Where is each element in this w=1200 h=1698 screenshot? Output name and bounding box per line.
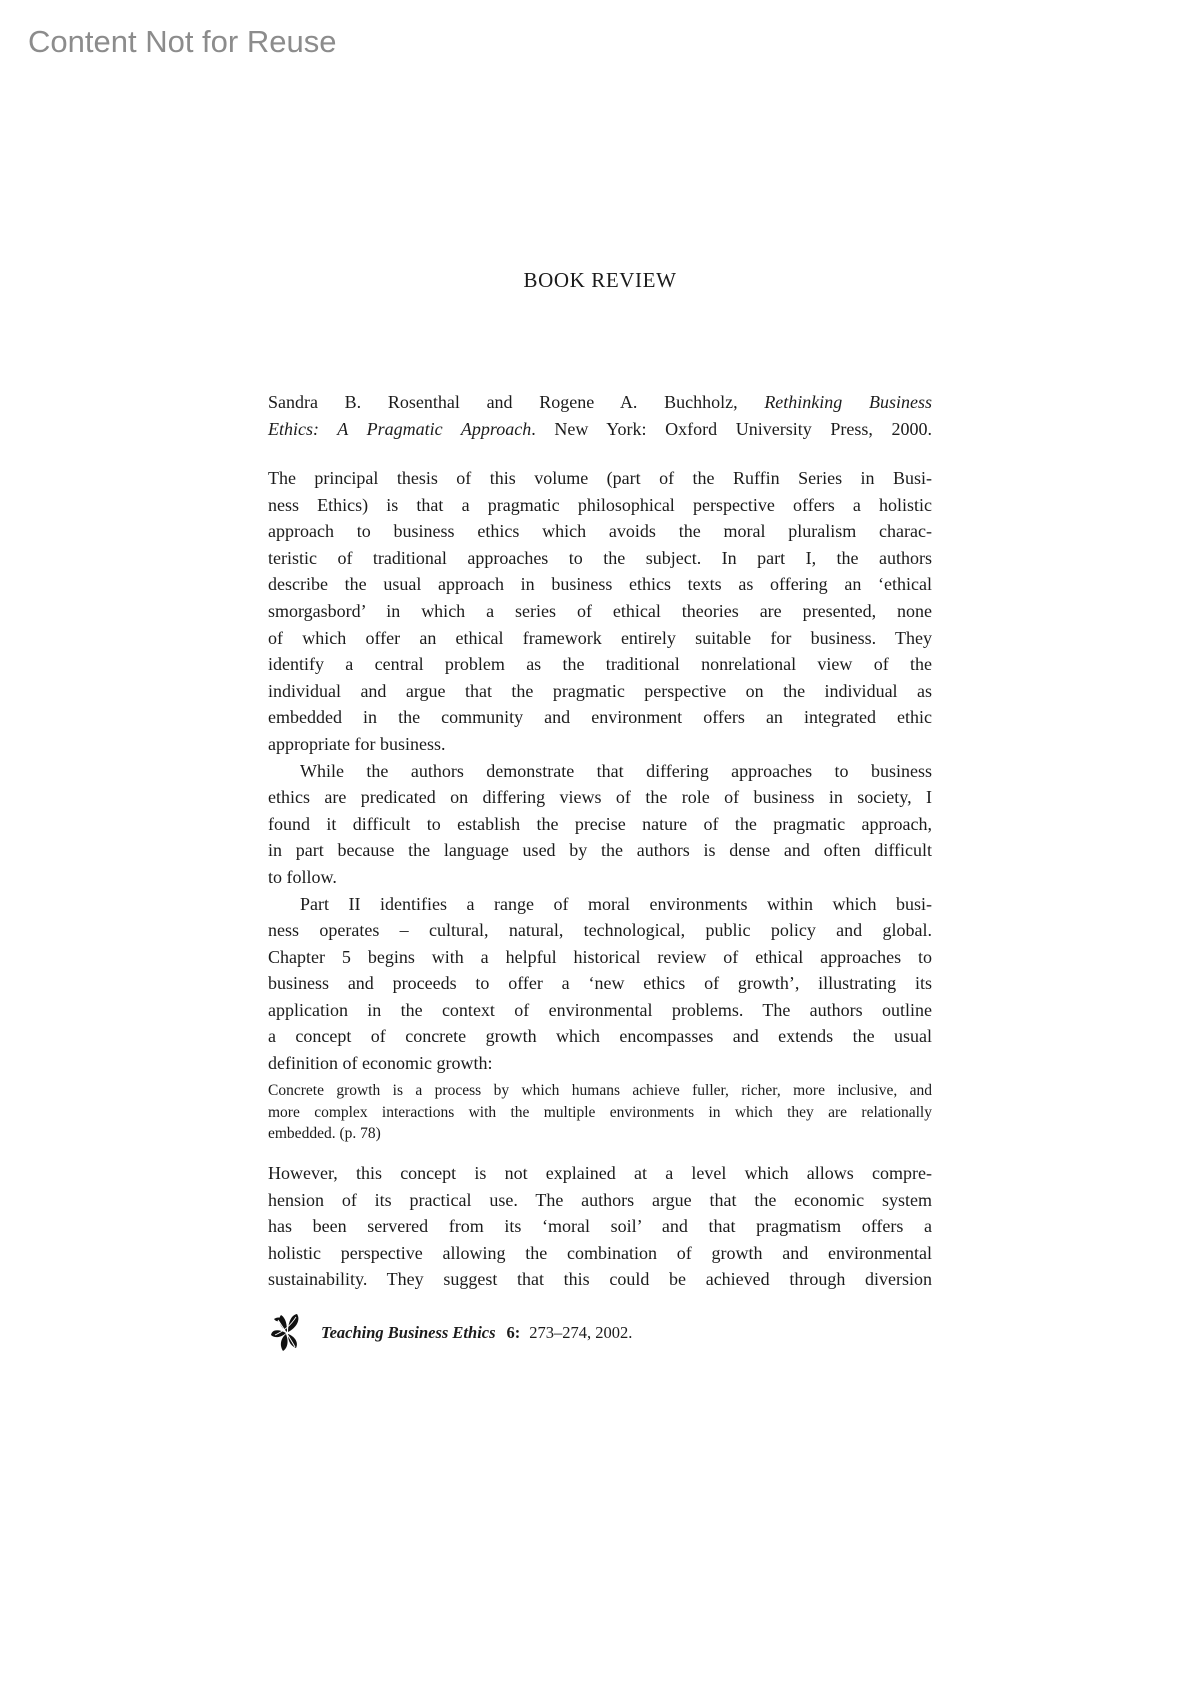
review-body	[268, 465, 932, 1077]
text-line: found it difficult to establish the precise nature of the pragmatic approach,	[268, 813, 932, 834]
text-line: smorgasbord’ in which a series of ethical theories are presented, none	[268, 600, 932, 621]
text-line: ethics are predicated on differing views of the role of business in society, I	[268, 787, 932, 808]
text-line: of which offer an ethical framework entirely suitable for business. They	[268, 627, 932, 648]
text-line: definition of economic growth:	[268, 1053, 493, 1074]
text-line: identify a central problem as the traditional nonrelational view of the	[268, 654, 932, 675]
text-line: teristic of traditional approaches to the subject. In part I, the authors	[268, 547, 932, 568]
text-line: sustainability. They suggest that this could be achieved through diversion	[268, 1269, 932, 1290]
text-line: application in the context of environmental problems. The authors outline	[268, 999, 932, 1020]
text-line: Ethics: A Pragmatic Approach. New York: Oxford University Press, 2000.	[268, 418, 932, 439]
text-line: Part II identifies a range of moral environments within which busi-	[300, 893, 932, 914]
quote-block	[268, 1080, 932, 1145]
text-line: to follow.	[268, 866, 337, 887]
text-line: hension of its practical use. The authors argue that the economic system	[268, 1189, 932, 1210]
text-line: ness operates – cultural, natural, technological, public policy and global.	[268, 920, 932, 941]
text-line: in part because the language used by the authors is dense and often difficult	[268, 840, 932, 861]
text-line: embedded in the community and environment offers an integrated ethic	[268, 707, 932, 728]
text-line: Chapter 5 begins with a helpful historical review of ethical approaches to	[268, 946, 932, 967]
citation-block	[268, 389, 932, 442]
text-line: more complex interactions with the multiple environments in which they are relationally	[268, 1103, 932, 1121]
text-line: approach to business ethics which avoids the moral pluralism charac-	[268, 521, 932, 542]
text-line: embedded. (p. 78)	[268, 1125, 381, 1143]
page-title: BOOK REVIEW	[523, 268, 677, 292]
watermark-text: Content Not for Reuse	[28, 24, 337, 59]
journal-title: Teaching Business Ethics	[321, 1322, 496, 1342]
publisher-logo-icon	[268, 1311, 306, 1354]
text-line: Concrete growth is a process by which humans achieve fuller, richer, more inclusive, and	[268, 1082, 932, 1099]
journal-volume: 6:	[506, 1322, 521, 1342]
text-line: describe the usual approach in business ethics texts as offering an ‘ethical	[268, 574, 932, 595]
text-line: individual and argue that the pragmatic perspective on the individual as	[268, 680, 932, 701]
journal-footer	[268, 1310, 632, 1355]
text-line: Sandra B. Rosenthal and Rogene A. Buchholz, Rethinking Business	[268, 392, 932, 412]
text-line: ness Ethics) is that a pragmatic philosophical perspective offers a holistic	[268, 494, 932, 515]
text-line: has been servered from its ‘moral soil’ and that pragmatism offers a	[268, 1216, 932, 1237]
text-line: business and proceeds to offer a ‘new ethics of growth’, illustrating its	[268, 973, 932, 994]
text-line: holistic perspective allowing the combination of growth and environmental	[268, 1242, 932, 1263]
closing-paragraph	[268, 1160, 932, 1293]
text-line: appropriate for business.	[268, 733, 446, 754]
text-line: However, this concept is not explained at a level which allows compre-	[268, 1163, 932, 1183]
journal-pages: 273–274, 2002.	[529, 1322, 633, 1342]
text-line: The principal thesis of this volume (part of the Ruffin Series in Busi-	[268, 468, 932, 488]
text-line: While the authors demonstrate that differing approaches to business	[300, 760, 932, 781]
text-line: a concept of concrete growth which encompasses and extends the usual	[268, 1026, 932, 1047]
